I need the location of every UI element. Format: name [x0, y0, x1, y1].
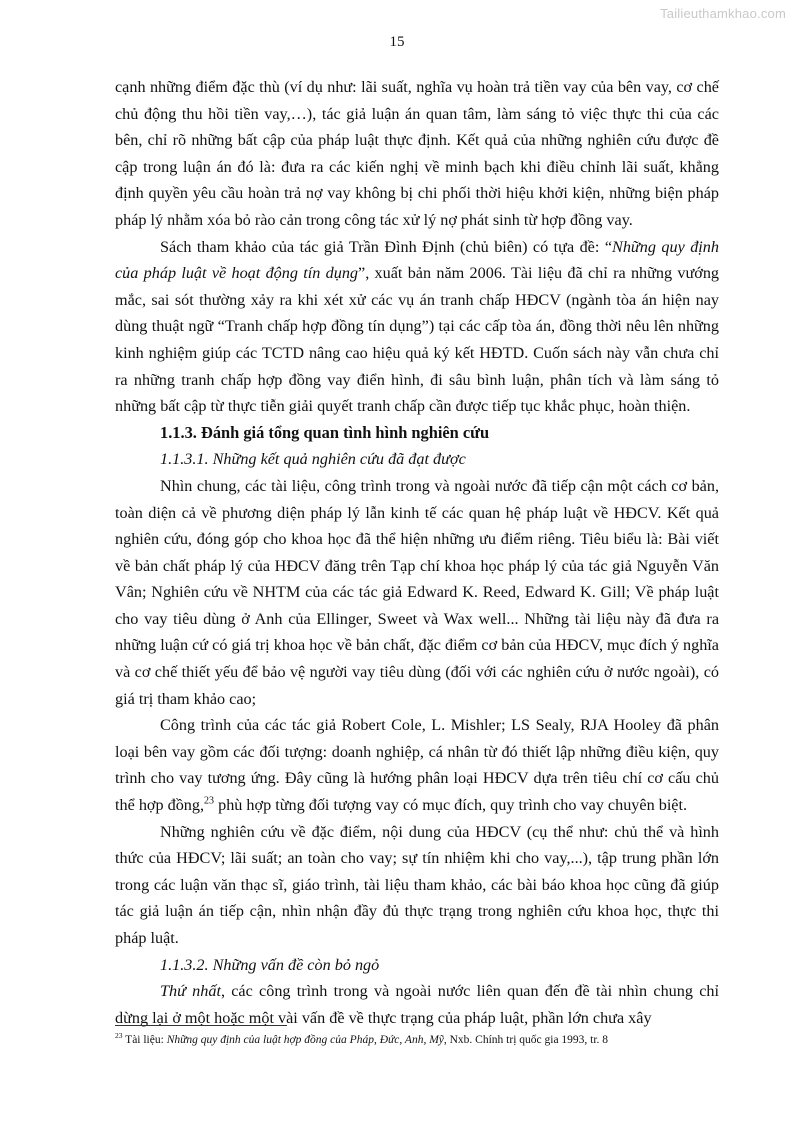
page-body — [115, 74, 719, 1031]
subsection-heading-1-1-3-2: 1.1.3.2. Những vấn đề còn bỏ ngỏ — [160, 955, 380, 974]
paragraph-1: cạnh những điểm đặc thù (ví dụ như: lãi suất, nghĩa vụ hoàn trả tiền vay của bên vay, cơ chế chủ động thu hồi tiền vay,…), tác giả luận án quan tâm, làm sáng tỏ việc thực thi của các bên, chỉ rõ những bất cập của pháp luật thực định. Kết quả của những nghiên cứu được đề cập trong luận án đó là: đưa ra các kiến nghị về minh bạch khi điều chỉnh lãi suất, khẳng định quyền yêu cầu hoàn trả nợ vay không bị chi phối thời hiệu khởi kiện, những biện pháp pháp lý nhằm xóa bỏ rào cản trong công tác xử lý nợ phát sinh từ hợp đồng vay. — [115, 78, 719, 229]
paragraph-4-lead: Công trình của các tác giả Robert Cole, L. Mishler; LS Sealy, RJA Hooley đã phân loại bên vay gồm các đối tượng: doanh nghiệp, cá nhân từ đó thiết lập những điều kiện, quy trình cho vay tương ứng. Đây cũng là hướng phân loại HĐCV dựa trên tiêu chí cơ cấu chủ thể hợp đồng, — [115, 716, 719, 815]
paragraph-2-rest: ”, xuất bản năm 2006. Tài liệu đã chỉ ra những vướng mắc, sai sót thường xảy ra khi xét xử các vụ án tranh chấp HĐCV (ngành tòa án hiện nay dùng thuật ngữ “Tranh chấp hợp đồng tín dụng”) tại các cấp tòa án, đồng thời nêu lên những kinh nghiệm giúp các TCTD nâng cao hiệu quả ký kết HĐTD. Cuốn sách này vẫn chưa chỉ ra những tranh chấp hợp đồng vay điển hình, đi sâu bình luận, phân tích và làm sáng tỏ những bất cập từ thực tiễn giải quyết tranh chấp cần được tiếp tục khắc phục, hoàn thiện. — [115, 264, 720, 416]
footnote-suffix: , Nxb. Chính trị quốc gia 1993, tr. 8 — [443, 1034, 609, 1046]
footnote-title: Những quy định của luật hợp đồng của Pháp, Đức, Anh, Mỹ — [166, 1034, 444, 1046]
watermark: Tailieuthamkhao.com — [660, 6, 786, 21]
subsection-heading-1-1-3-1: 1.1.3.1. Những kết quả nghiên cứu đã đạt được — [160, 450, 466, 469]
footnote-prefix: Tài liệu: — [122, 1034, 167, 1046]
paragraph-6 — [115, 978, 719, 1031]
section-heading-1-1-3: 1.1.3. Đánh giá tổng quan tình hình nghiên cứu — [160, 422, 490, 442]
paragraph-6-lead: Thứ nhất — [160, 982, 221, 1001]
paragraph-4 — [115, 712, 719, 818]
paragraph-2 — [115, 234, 719, 420]
paragraph-3: Nhìn chung, các tài liệu, công trình trong và ngoài nước đã tiếp cận một cách cơ bản, toàn diện cả về phương diện pháp lý lẫn kinh tế các quan hệ pháp luật về HĐCV. Kết quả nghiên cứu, đóng góp cho khoa học đã thể hiện những ưu điểm riêng. Tiêu biểu là: Bài viết về bản chất pháp lý của HĐCV đăng trên Tạp chí khoa học pháp lý của tác giả Nguyễn Văn Vân; Nghiên cứu về NHTM của các tác giả Edward K. Reed, Edward K. Gill; Về pháp luật cho vay tiêu dùng ở Anh của Ellinger, Sweet và Wax well... Những tài liệu này đã đưa ra những luận cứ có giá trị khoa học về bản chất, đặc điểm cơ bản của HĐCV, mục đích ý nghĩa và cơ chế thiết yếu để bảo vệ người vay tiêu dùng (đối với các nghiên cứu ở nước ngoài), có giá trị tham khảo cao; — [115, 476, 719, 708]
page-number: 15 — [389, 34, 405, 50]
footnote-number: 23 — [115, 1031, 123, 1041]
footnote — [115, 1033, 719, 1048]
paragraph-6-rest: , các công trình trong và ngoài nước liên quan đến đề tài nhìn chung chỉ dừng lại ở một hoặc một vài vấn đề về thực trạng của pháp luật, phần lớn chưa xây — [115, 982, 719, 1027]
paragraph-5: Những nghiên cứu về đặc điểm, nội dung của HĐCV (cụ thể như: chủ thể và hình thức của HĐCV; lãi suất; an toàn cho vay; sự tín nhiệm khi cho vay,...), tập trung phần lớn trong các luận văn thạc sĩ, giáo trình, tài liệu tham khảo, các bài báo khoa học cũng đã giúp tác giả luận án tiếp cận, nhìn nhận đầy đủ thực trạng trong nghiên cứu khoa học, thực thi pháp luật. — [115, 822, 719, 947]
footnote-reference[interactable]: 23 — [204, 795, 215, 807]
book-title: Những quy định của pháp luật về hoạt động tín dụng — [115, 237, 719, 283]
paragraph-2-lead: Sách tham khảo của tác giả Trần Đình Định (chủ biên) có tựa đề: “ — [160, 237, 613, 256]
paragraph-4-rest: phù hợp từng đối tượng vay có mục đích, quy trình cho vay chuyên biệt. — [214, 796, 688, 815]
footnote-divider — [115, 1025, 287, 1026]
